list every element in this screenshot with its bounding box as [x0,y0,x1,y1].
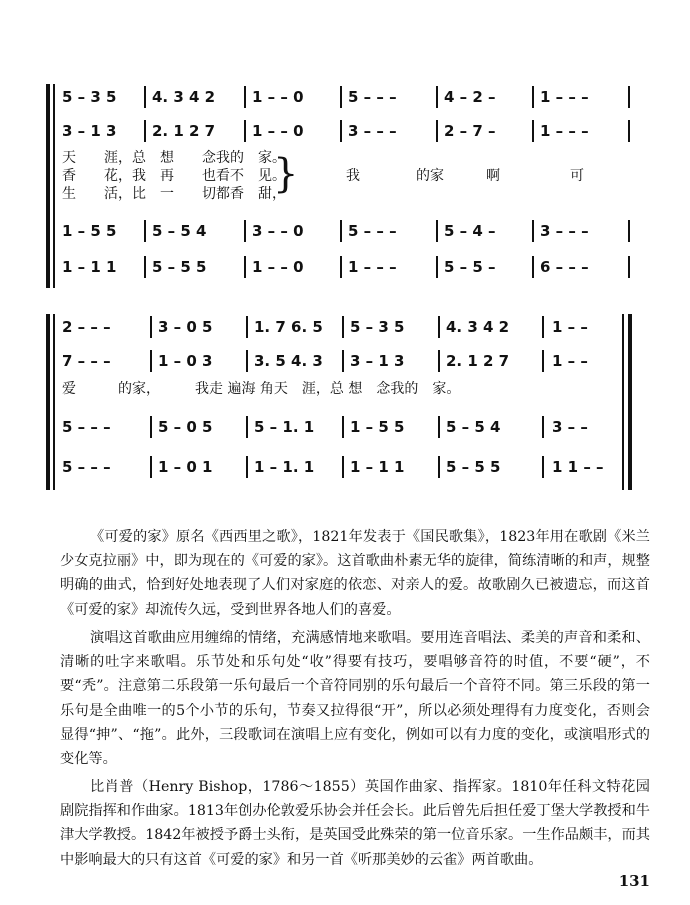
barline [244,220,246,242]
measure: 3 – 0 5 [158,318,213,336]
measure: 5 – – – [62,418,111,436]
measure: 5 – 5 4 [152,222,207,240]
barline [438,316,440,338]
final-barline-thin [622,314,624,490]
staff-row-1 [0,86,690,112]
barline [244,256,246,278]
staff-row-3 [0,220,690,246]
barline [436,120,438,142]
barline [144,86,146,108]
measure: 4 – 2 – [444,88,496,106]
measure: 5 – 5 5 [446,458,501,476]
barline [532,86,534,108]
barline [628,120,630,142]
measure: 5 – 3 5 [350,318,405,336]
lyric-verse-2: 香 花，我 再 也看不 见。 [62,168,286,184]
measure: 5 – – – [62,458,111,476]
barline [438,416,440,438]
lyric-verse-1: 天 涯，总 想 念我的 家。 [62,150,286,166]
measure: 3 – – 0 [252,222,304,240]
measure: 1 1 – – [552,458,604,476]
measure: 1 – – [552,318,588,336]
measure: 3 – – [552,418,588,436]
measure: 5 – 1. 1 [254,418,315,436]
measure: 1 – – 0 [252,88,304,106]
measure: 2. 1 2 7 [446,352,510,370]
barline [342,416,344,438]
brace-glyph: } [273,151,299,197]
measure: 2. 1 2 7 [152,122,216,140]
paragraph-3: 比肖普（Henry Bishop，1786～1855）英国作曲家、指挥家。1810年任科文特花园剧院指挥和作曲家。1813年创办伦敦爱乐协会并任会长。此后曾先后担任爱丁堡大学教授和牛津大学教授。1842年被授予爵士头衔，是英国受此殊荣的第一位音乐家。一生作品颇丰，而其中影响最大的只有这首《可爱的家》和另一首《听那美妙的云雀》两首歌曲。 [60,779,650,868]
barline [144,256,146,278]
lyric-line: 爱 的家， 我走 遍海 角天 涯，总 想 念我的 家。 [62,381,461,397]
barline [246,316,248,338]
barline [342,350,344,372]
barline [150,416,152,438]
barline [542,316,544,338]
staff-row-4 [0,456,690,482]
barline [150,316,152,338]
measure: 1. 7 6. 5 [254,318,323,336]
barline [340,256,342,278]
barline [340,86,342,108]
measure: 1 – – 0 [252,122,304,140]
barline [628,86,630,108]
measure: 1 – 5 5 [62,222,117,240]
page-number: 131 [618,872,650,890]
measure: 5 – 5 – [444,258,496,276]
measure: 4. 3 4 2 [152,88,216,106]
barline [532,220,534,242]
measure: 5 – 5 4 [446,418,501,436]
paragraph-1: 《可爱的家》原名《西西里之歌》，1821年发表于《国民歌集》，1823年用在歌剧《米兰少女克拉丽》中，即为现在的《可爱的家》。这首歌曲朴素无华的旋律，简练清晰的和声，规整明确的曲式，恰到好处地表现了人们对家庭的依恋、对亲人的爱。故歌剧久已被遗忘，而这首《可爱的家》却流传久远，受到世界各地人们的喜爱。 [60,529,650,618]
barline [144,220,146,242]
measure: 3 – – – [540,222,589,240]
measure: 5 – 4 – [444,222,496,240]
barline [542,456,544,478]
measure: 1 – 1 1 [62,258,117,276]
measure: 3 – – – [348,122,397,140]
measure: 1 – – – [540,122,589,140]
measure: 1 – 0 3 [158,352,213,370]
barline [628,256,630,278]
barline [628,220,630,242]
barline [436,220,438,242]
measure: 4. 3 4 2 [446,318,510,336]
measure: 2 – – – [62,318,111,336]
barline [144,120,146,142]
barline [438,456,440,478]
staff-row-2 [0,120,690,146]
barline [436,256,438,278]
measure: 1 – 5 5 [350,418,405,436]
staff-row-3 [0,416,690,442]
measure: 5 – 3 5 [62,88,117,106]
measure: 6 – – – [540,258,589,276]
paragraph-2: 演唱这首歌曲应用缠绵的情绪，充满感情地来歌唱。要用连音唱法、柔美的声音和柔和、清晰的吐字来歌唱。乐节处和乐句处“收”得要有技巧，要唱够音符的时值，不要“硬”，不要“秃”。注意第二乐段第一乐句最后一个音符同别的乐句最后一个音符不同。第三乐段的第一乐句是全曲唯一的5个小节的乐句，节奏又拉得很“开”，所以必须处理得有力度变化，否则会显得“抻”、“拖”。此外，三段歌词在演唱上应有变化，例如可以有力度的变化，或演唱形式的变化等。 [60,630,650,768]
measure: 1 – 1. 1 [254,458,315,476]
final-barline-thick [628,314,632,490]
barline [542,416,544,438]
staff-row-4 [0,256,690,282]
measure: 1 – – [552,352,588,370]
lyric-refrain: 我 的家 啊 可 [346,168,584,184]
measure: 1 – – 0 [252,258,304,276]
barline [438,350,440,372]
lyric-verse-3: 生 活，比 一 切都香 甜， [62,186,286,202]
measure: 3 – 1 3 [62,122,117,140]
barline [532,120,534,142]
measure: 1 – – – [540,88,589,106]
measure: 2 – 7 – [444,122,496,140]
barline [246,456,248,478]
barline [340,120,342,142]
staff-row-1 [0,316,690,342]
measure: 5 – – – [348,222,397,240]
measure: 3 – 1 3 [350,352,405,370]
barline [244,120,246,142]
barline [150,456,152,478]
barline [542,350,544,372]
barline [244,86,246,108]
barline [436,86,438,108]
measure: 5 – 0 5 [158,418,213,436]
staff-row-2 [0,350,690,376]
measure: 5 – – – [348,88,397,106]
barline [246,416,248,438]
barline [342,456,344,478]
barline [246,350,248,372]
measure: 1 – – – [348,258,397,276]
measure: 7 – – – [62,352,111,370]
barline [340,220,342,242]
measure: 1 – 1 1 [350,458,405,476]
barline [342,316,344,338]
measure: 5 – 5 5 [152,258,207,276]
barline [532,256,534,278]
barline [150,350,152,372]
measure: 3. 5 4. 3 [254,352,323,370]
measure: 1 – 0 1 [158,458,213,476]
